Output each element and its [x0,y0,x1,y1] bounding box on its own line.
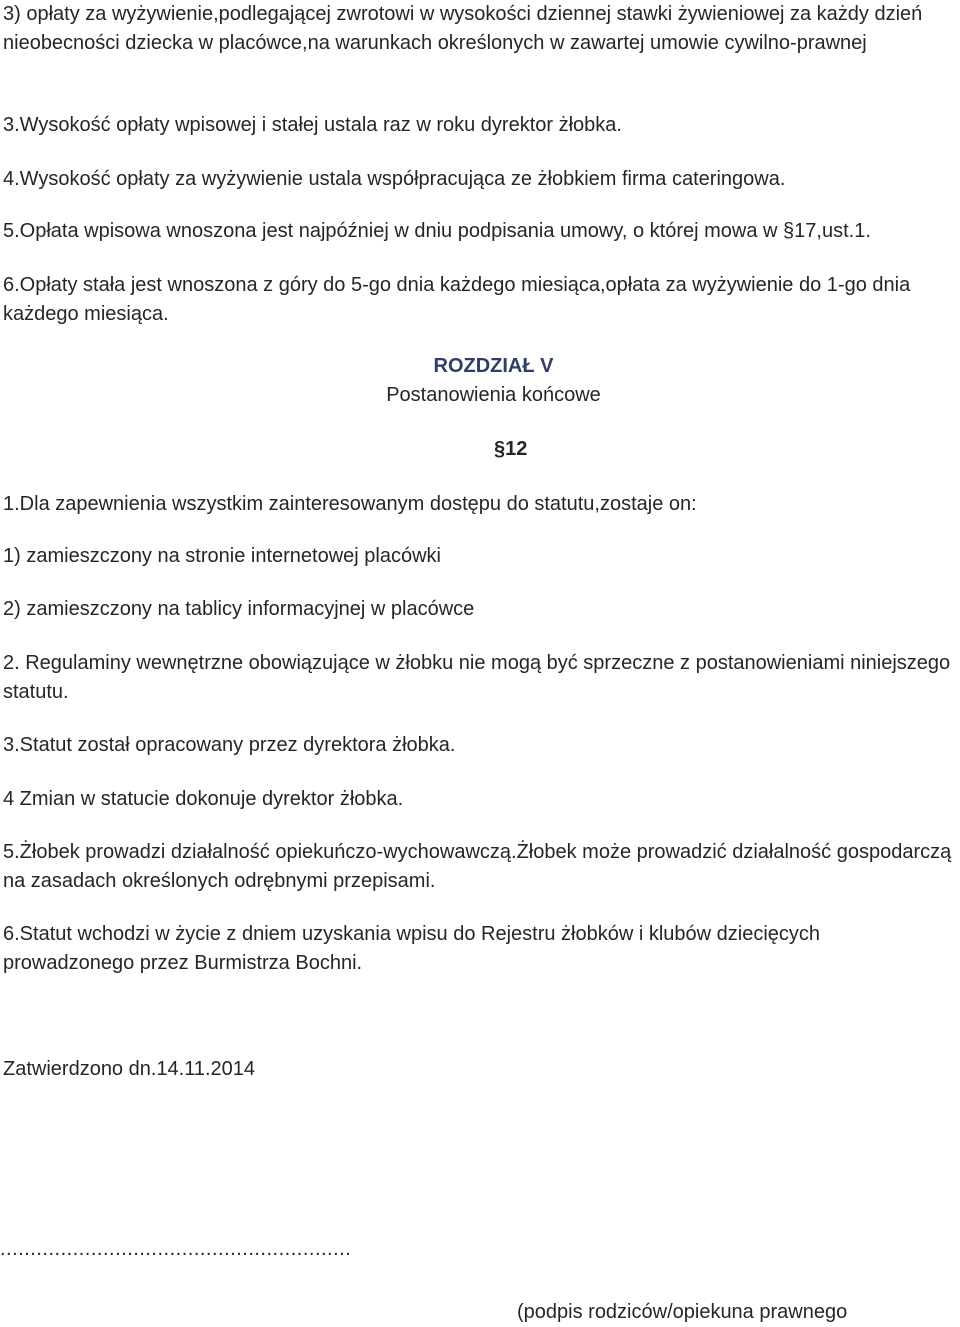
item-statute-prepared: 3.Statut został opracowany przez dyrektora żłobka. [3,734,456,756]
paragraph-fees-meals: 3) opłaty za wyżywienie,podlegającej zwrotowi w wysokości dziennej stawki żywieniowej za każdy dzień nieobecności dziecka w placówce,na warunkach określonych w zawartej umowie cywilno-prawnej [3,3,923,54]
approval-date: Zatwierdzono dn.14.11.2014 [3,1058,256,1080]
item-access-statute: 1.Dla zapewnienia wszystkim zainteresowanym dostępu do statutu,zostaje on: [3,493,697,515]
item-statute-changes: 4 Zmian w statucie dokonuje dyrektor żłobka. [3,788,404,810]
signature-label: (podpis rodziców/opiekuna prawnego [517,1301,848,1323]
paragraph-fixed-fee-payment: 6.Opłaty stała jest wnoszona z góry do 5-go dnia każdego miesiąca,opłata za wyżywienie do 1-go dnia każdego miesiąca. [3,274,911,325]
paragraph-meal-fee-amount: 4.Wysokość opłaty za wyżywienie ustala współpracująca ze żłobkiem firma cateringowa. [3,168,786,190]
chapter-subtitle: Postanowienia końcowe [386,384,601,406]
item-access-website: 1) zamieszczony na stronie internetowej placówki [3,545,441,567]
item-nursery-activity: 5.Żłobek prowadzi działalność opiekuńczo-wychowawczą.Żłobek może prowadzić działalność gospodarczą na zasadach określonych odrębnymi przepisami. [3,841,952,892]
item-internal-regulations: 2. Regulaminy wewnętrzne obowiązujące w żłobku nie mogą być sprzeczne z postanowieniami niniejszego statutu. [3,652,951,703]
paragraph-entry-fee-amount: 3.Wysokość opłaty wpisowej i stałej ustala raz w roku dyrektor żłobka. [3,114,622,136]
item-entry-into-force: 6.Statut wchodzi w życie z dniem uzyskania wpisu do Rejestru żłobków i klubów dziecięcych prowadzonego przez Burmistrza Bochni. [3,923,821,974]
item-access-board: 2) zamieszczony na tablicy informacyjnej w placówce [3,598,475,620]
paragraph-entry-fee-payment: 5.Opłata wpisowa wnoszona jest najpóźniej w dniu podpisania umowy, o której mowa w §17,ust.1. [3,220,871,242]
chapter-title: ROZDZIAŁ V [433,355,554,377]
section-number: §12 [494,438,528,460]
signature-line: .......................................................... [0,1238,352,1260]
